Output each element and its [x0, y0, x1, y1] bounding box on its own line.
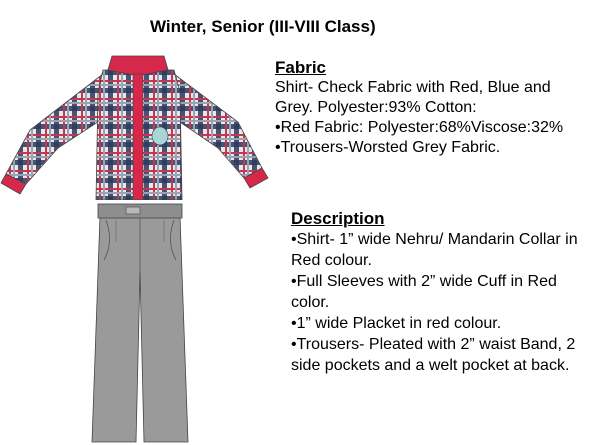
description-item: •1” wide Placket in red colour.	[291, 315, 502, 332]
fabric-heading: Fabric	[275, 58, 327, 77]
fabric-section	[275, 58, 600, 158]
description-heading: Description	[291, 209, 385, 228]
description-item: •Shirt- 1” wide Nehru/ Mandarin Collar in Red colour.	[291, 231, 578, 269]
fabric-line: •Red Fabric: Polyester:68%Viscose:32%	[275, 119, 564, 136]
description-section	[291, 208, 596, 376]
shirt-illustration	[0, 52, 270, 200]
description-item: •Full Sleeves with 2” wide Cuff in Red color.	[291, 273, 557, 311]
page-title: Winter, Senior (III-VIII Class)	[150, 17, 376, 36]
fabric-line: Shirt- Check Fabric with Red, Blue and	[275, 79, 551, 96]
fabric-line: •Trousers-Worsted Grey Fabric.	[275, 139, 501, 156]
trousers-illustration	[84, 202, 196, 444]
fabric-line: Grey. Polyester:93% Cotton:	[275, 99, 477, 116]
description-item: •Trousers- Pleated with 2” waist Band, 2 side pockets and a welt pocket at back.	[291, 336, 576, 374]
